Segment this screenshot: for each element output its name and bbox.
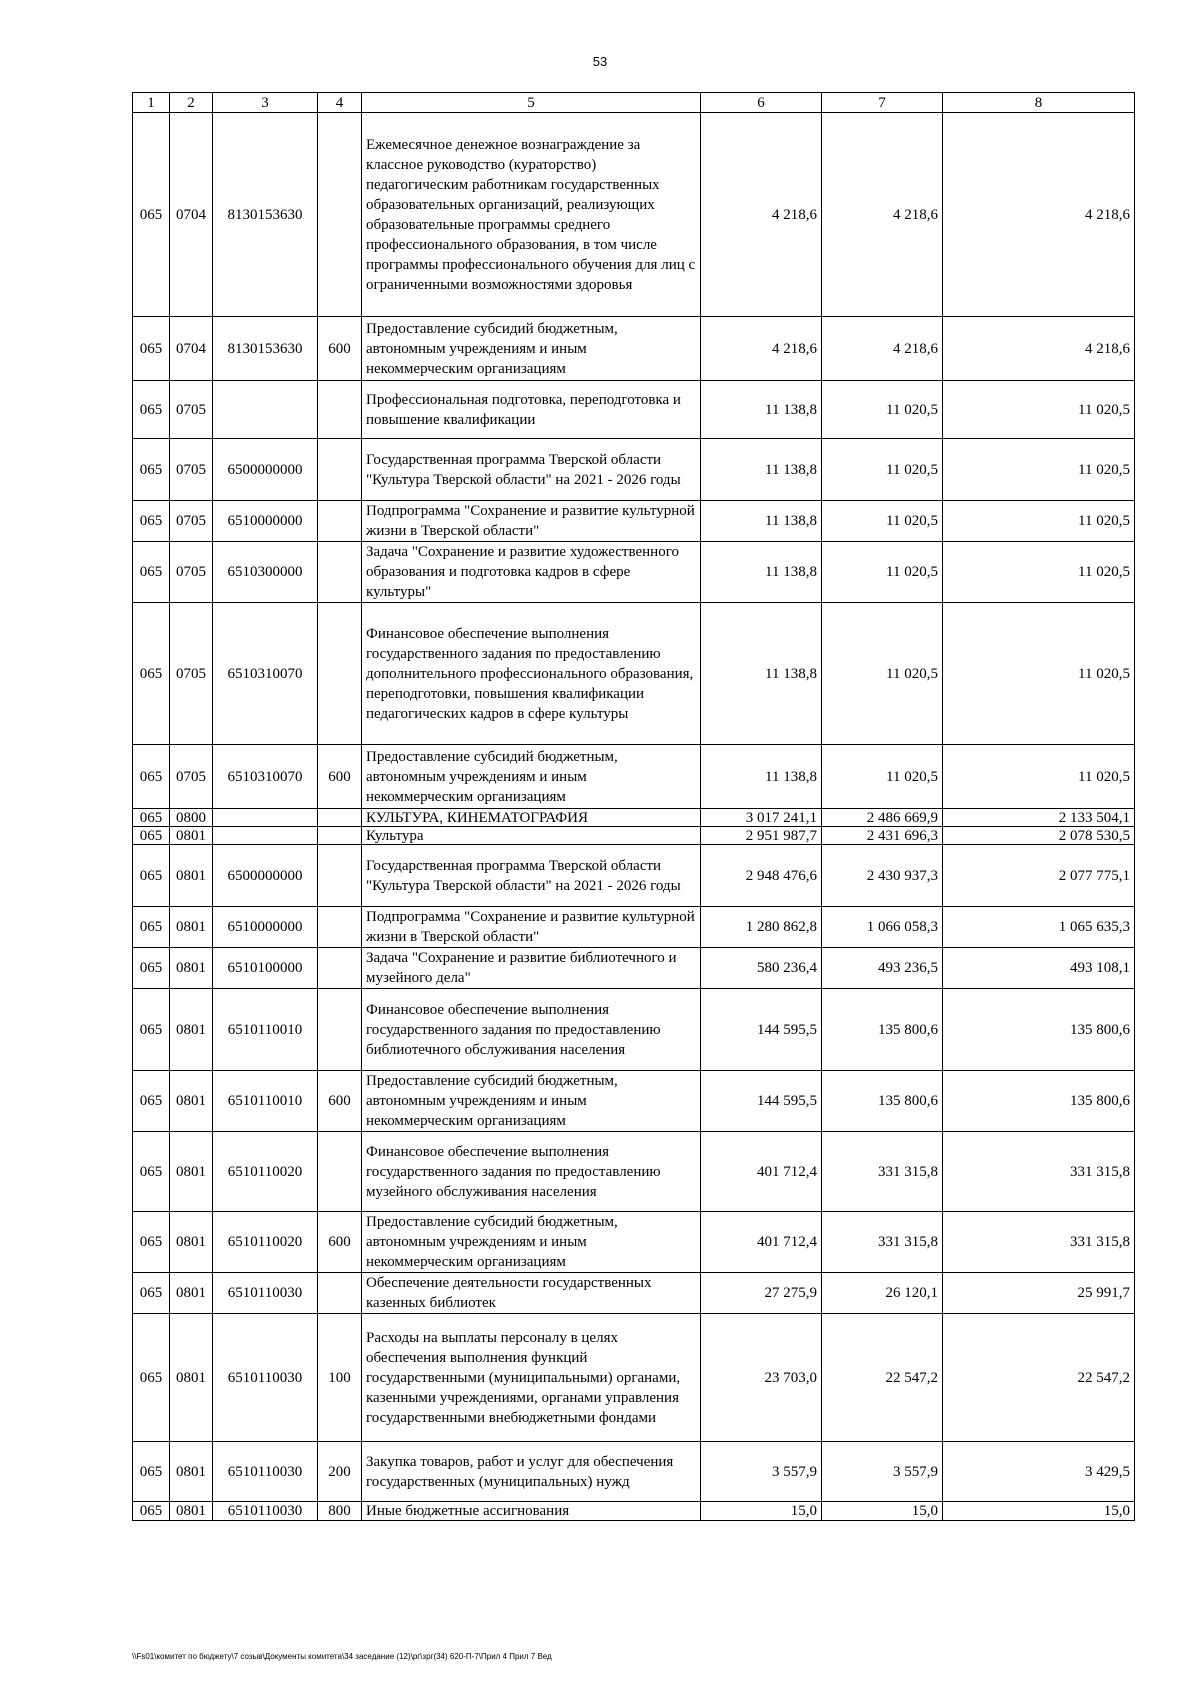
- cell-col-6: 401 712,4: [701, 1132, 822, 1212]
- cell-col-7: 11 020,5: [822, 542, 943, 603]
- cell-col-1: 065: [133, 845, 170, 907]
- cell-col-5: Культура: [362, 827, 701, 845]
- cell-col-1: 065: [133, 603, 170, 745]
- cell-col-3: 6510110030: [213, 1314, 318, 1442]
- cell-col-6: 2 948 476,6: [701, 845, 822, 907]
- cell-col-7: 11 020,5: [822, 381, 943, 439]
- cell-col-1: 065: [133, 1314, 170, 1442]
- cell-col-7: 26 120,1: [822, 1273, 943, 1314]
- cell-col-2: 0705: [170, 542, 213, 603]
- cell-col-1: 065: [133, 1273, 170, 1314]
- cell-col-8: 2 077 775,1: [943, 845, 1135, 907]
- page-number: 53: [592, 54, 608, 69]
- cell-col-5: Государственная программа Тверской области "Культура Тверской области" на 2021 - 2026 годы: [362, 439, 701, 501]
- cell-col-2: 0705: [170, 745, 213, 809]
- cell-col-8: 15,0: [943, 1502, 1135, 1521]
- cell-col-3: 6510000000: [213, 907, 318, 948]
- table-row: [133, 827, 1135, 845]
- cell-col-3: 6510300000: [213, 542, 318, 603]
- cell-col-7: 3 557,9: [822, 1442, 943, 1502]
- cell-col-6: 11 138,8: [701, 542, 822, 603]
- cell-col-8: 11 020,5: [943, 439, 1135, 501]
- cell-col-1: 065: [133, 317, 170, 381]
- cell-col-5: Профессиональная подготовка, переподготовка и повышение квалификации: [362, 381, 701, 439]
- cell-col-7: 331 315,8: [822, 1132, 943, 1212]
- cell-col-3: 6500000000: [213, 439, 318, 501]
- cell-col-8: 2 078 530,5: [943, 827, 1135, 845]
- cell-col-4: [318, 1273, 362, 1314]
- table-row: [133, 845, 1135, 907]
- cell-col-6: 144 595,5: [701, 989, 822, 1071]
- cell-col-1: 065: [133, 745, 170, 809]
- cell-col-3: 6510000000: [213, 501, 318, 542]
- cell-col-5: Финансовое обеспечение выполнения государственного задания по предоставлению дополнительного профессионального образования, переподготовки, повышения квалификации педагогических кадров в сфере культуры: [362, 603, 701, 745]
- cell-col-8: 25 991,7: [943, 1273, 1135, 1314]
- cell-col-2: 0801: [170, 1071, 213, 1132]
- cell-col-8: 11 020,5: [943, 501, 1135, 542]
- cell-col-3: 6510110020: [213, 1212, 318, 1273]
- budget-table: [132, 92, 1135, 1521]
- cell-col-3: 6510110030: [213, 1442, 318, 1502]
- cell-col-2: 0705: [170, 439, 213, 501]
- cell-col-2: 0704: [170, 317, 213, 381]
- cell-col-4: [318, 501, 362, 542]
- cell-col-3: 6510110020: [213, 1132, 318, 1212]
- cell-col-6: 4 218,6: [701, 317, 822, 381]
- cell-col-5: Финансовое обеспечение выполнения государственного задания по предоставлению музейного обслуживания населения: [362, 1132, 701, 1212]
- cell-col-8: 4 218,6: [943, 317, 1135, 381]
- cell-col-8: 493 108,1: [943, 948, 1135, 989]
- cell-col-7: 4 218,6: [822, 113, 943, 317]
- cell-col-8: 331 315,8: [943, 1212, 1135, 1273]
- cell-col-3: [213, 809, 318, 827]
- cell-col-4: [318, 1132, 362, 1212]
- cell-col-2: 0705: [170, 501, 213, 542]
- cell-col-5: Государственная программа Тверской области "Культура Тверской области" на 2021 - 2026 годы: [362, 845, 701, 907]
- cell-col-4: [318, 439, 362, 501]
- cell-col-2: 0801: [170, 1132, 213, 1212]
- table-row: [133, 948, 1135, 989]
- cell-col-1: 065: [133, 809, 170, 827]
- cell-col-7: 11 020,5: [822, 603, 943, 745]
- cell-col-5: Предоставление субсидий бюджетным, автономным учреждениям и иным некоммерческим организациям: [362, 317, 701, 381]
- cell-col-6: 11 138,8: [701, 439, 822, 501]
- cell-col-6: 144 595,5: [701, 1071, 822, 1132]
- cell-col-5: Подпрограмма "Сохранение и развитие культурной жизни в Тверской области": [362, 501, 701, 542]
- cell-col-7: 2 430 937,3: [822, 845, 943, 907]
- cell-col-2: 0705: [170, 381, 213, 439]
- cell-col-4: 600: [318, 317, 362, 381]
- cell-col-8: 135 800,6: [943, 989, 1135, 1071]
- table-row: [133, 542, 1135, 603]
- table-row: [133, 113, 1135, 317]
- table-row: [133, 381, 1135, 439]
- cell-col-7: 15,0: [822, 1502, 943, 1521]
- cell-col-8: 11 020,5: [943, 745, 1135, 809]
- column-header-4: 4: [318, 93, 362, 113]
- cell-col-4: 600: [318, 1212, 362, 1273]
- cell-col-4: [318, 845, 362, 907]
- cell-col-8: 3 429,5: [943, 1442, 1135, 1502]
- cell-col-4: 600: [318, 1071, 362, 1132]
- cell-col-6: 27 275,9: [701, 1273, 822, 1314]
- column-header-6: 6: [701, 93, 822, 113]
- cell-col-3: [213, 827, 318, 845]
- cell-col-6: 11 138,8: [701, 381, 822, 439]
- cell-col-6: 11 138,8: [701, 501, 822, 542]
- cell-col-3: 6510310070: [213, 603, 318, 745]
- cell-col-2: 0705: [170, 603, 213, 745]
- cell-col-8: 1 065 635,3: [943, 907, 1135, 948]
- cell-col-3: 6510110030: [213, 1273, 318, 1314]
- cell-col-8: 11 020,5: [943, 381, 1135, 439]
- header-row: [133, 93, 1135, 113]
- cell-col-1: 065: [133, 1502, 170, 1521]
- cell-col-2: 0801: [170, 907, 213, 948]
- cell-col-8: 4 218,6: [943, 113, 1135, 317]
- cell-col-1: 065: [133, 1212, 170, 1273]
- cell-col-7: 11 020,5: [822, 501, 943, 542]
- cell-col-6: 2 951 987,7: [701, 827, 822, 845]
- cell-col-6: 11 138,8: [701, 745, 822, 809]
- cell-col-6: 15,0: [701, 1502, 822, 1521]
- column-header-5: 5: [362, 93, 701, 113]
- cell-col-4: [318, 989, 362, 1071]
- cell-col-6: 23 703,0: [701, 1314, 822, 1442]
- column-header-7: 7: [822, 93, 943, 113]
- column-header-1: 1: [133, 93, 170, 113]
- cell-col-6: 3 017 241,1: [701, 809, 822, 827]
- cell-col-1: 065: [133, 501, 170, 542]
- cell-col-2: 0801: [170, 989, 213, 1071]
- cell-col-3: 6500000000: [213, 845, 318, 907]
- cell-col-1: 065: [133, 113, 170, 317]
- cell-col-7: 22 547,2: [822, 1314, 943, 1442]
- cell-col-4: [318, 603, 362, 745]
- cell-col-1: 065: [133, 989, 170, 1071]
- cell-col-2: 0801: [170, 1502, 213, 1521]
- cell-col-5: Задача "Сохранение и развитие художественного образования и подготовка кадров в сфере культуры": [362, 542, 701, 603]
- cell-col-5: Задача "Сохранение и развитие библиотечного и музейного дела": [362, 948, 701, 989]
- table-row: [133, 989, 1135, 1071]
- cell-col-7: 11 020,5: [822, 439, 943, 501]
- cell-col-3: 6510110010: [213, 989, 318, 1071]
- table-row: [133, 1442, 1135, 1502]
- cell-col-3: 6510100000: [213, 948, 318, 989]
- cell-col-2: 0801: [170, 1442, 213, 1502]
- cell-col-4: 600: [318, 745, 362, 809]
- cell-col-4: [318, 809, 362, 827]
- cell-col-3: [213, 381, 318, 439]
- cell-col-1: 065: [133, 907, 170, 948]
- cell-col-2: 0800: [170, 809, 213, 827]
- cell-col-5: Предоставление субсидий бюджетным, автономным учреждениям и иным некоммерческим организациям: [362, 1071, 701, 1132]
- cell-col-5: КУЛЬТУРА, КИНЕМАТОГРАФИЯ: [362, 809, 701, 827]
- cell-col-8: 22 547,2: [943, 1314, 1135, 1442]
- cell-col-7: 331 315,8: [822, 1212, 943, 1273]
- cell-col-7: 493 236,5: [822, 948, 943, 989]
- column-header-8: 8: [943, 93, 1135, 113]
- cell-col-7: 2 431 696,3: [822, 827, 943, 845]
- cell-col-4: 200: [318, 1442, 362, 1502]
- column-header-2: 2: [170, 93, 213, 113]
- table-row: [133, 1273, 1135, 1314]
- table-row: [133, 1314, 1135, 1442]
- cell-col-7: 4 218,6: [822, 317, 943, 381]
- cell-col-3: 6510110010: [213, 1071, 318, 1132]
- table-row: [133, 1071, 1135, 1132]
- table-row: [133, 1502, 1135, 1521]
- cell-col-4: [318, 381, 362, 439]
- cell-col-1: 065: [133, 1071, 170, 1132]
- cell-col-2: 0801: [170, 948, 213, 989]
- table-row: [133, 745, 1135, 809]
- cell-col-6: 4 218,6: [701, 113, 822, 317]
- column-header-3: 3: [213, 93, 318, 113]
- table-row: [133, 1132, 1135, 1212]
- cell-col-2: 0801: [170, 1314, 213, 1442]
- cell-col-7: 135 800,6: [822, 989, 943, 1071]
- cell-col-4: [318, 827, 362, 845]
- cell-col-4: [318, 542, 362, 603]
- cell-col-6: 580 236,4: [701, 948, 822, 989]
- cell-col-5: Предоставление субсидий бюджетным, автономным учреждениям и иным некоммерческим организациям: [362, 1212, 701, 1273]
- footer-file-path: \\Fs01\комитет по бюджету\7 созыв\Документы комитета\34 заседание (12)\рг\зрг(34) 620-П-7\Прил 4 Прил 7 Вед: [132, 1652, 552, 1661]
- table-row: [133, 1212, 1135, 1273]
- cell-col-3: 6510110030: [213, 1502, 318, 1521]
- cell-col-5: Предоставление субсидий бюджетным, автономным учреждениям и иным некоммерческим организациям: [362, 745, 701, 809]
- cell-col-8: 2 133 504,1: [943, 809, 1135, 827]
- cell-col-5: Ежемесячное денежное вознаграждение за классное руководство (кураторство) педагогическим работникам государственных образовательных организаций, реализующих образовательные программы среднего профессионального образования, в том числе программы профессионального обучения для лиц с ограниченными возможностями здоровья: [362, 113, 701, 317]
- table-row: [133, 317, 1135, 381]
- cell-col-8: 11 020,5: [943, 603, 1135, 745]
- cell-col-6: 1 280 862,8: [701, 907, 822, 948]
- cell-col-5: Подпрограмма "Сохранение и развитие культурной жизни в Тверской области": [362, 907, 701, 948]
- cell-col-2: 0704: [170, 113, 213, 317]
- cell-col-5: Иные бюджетные ассигнования: [362, 1502, 701, 1521]
- cell-col-8: 135 800,6: [943, 1071, 1135, 1132]
- cell-col-4: 800: [318, 1502, 362, 1521]
- cell-col-4: [318, 113, 362, 317]
- cell-col-7: 2 486 669,9: [822, 809, 943, 827]
- cell-col-3: 8130153630: [213, 317, 318, 381]
- cell-col-5: Расходы на выплаты персоналу в целях обеспечения выполнения функций государственными (муниципальными) органами, казенными учреждениями, органами управления государственными внебюджетными фондами: [362, 1314, 701, 1442]
- cell-col-4: [318, 948, 362, 989]
- cell-col-1: 065: [133, 827, 170, 845]
- cell-col-7: 135 800,6: [822, 1071, 943, 1132]
- table-row: [133, 809, 1135, 827]
- cell-col-2: 0801: [170, 827, 213, 845]
- cell-col-8: 331 315,8: [943, 1132, 1135, 1212]
- cell-col-5: Обеспечение деятельности государственных казенных библиотек: [362, 1273, 701, 1314]
- cell-col-4: [318, 907, 362, 948]
- table-body: [133, 113, 1135, 1521]
- cell-col-1: 065: [133, 1442, 170, 1502]
- cell-col-7: 1 066 058,3: [822, 907, 943, 948]
- cell-col-2: 0801: [170, 1273, 213, 1314]
- cell-col-6: 11 138,8: [701, 603, 822, 745]
- cell-col-5: Финансовое обеспечение выполнения государственного задания по предоставлению библиотечного обслуживания населения: [362, 989, 701, 1071]
- table-row: [133, 439, 1135, 501]
- cell-col-1: 065: [133, 439, 170, 501]
- cell-col-2: 0801: [170, 1212, 213, 1273]
- cell-col-1: 065: [133, 542, 170, 603]
- cell-col-1: 065: [133, 948, 170, 989]
- cell-col-6: 401 712,4: [701, 1212, 822, 1273]
- cell-col-8: 11 020,5: [943, 542, 1135, 603]
- table-row: [133, 501, 1135, 542]
- cell-col-2: 0801: [170, 845, 213, 907]
- cell-col-3: 6510310070: [213, 745, 318, 809]
- table-row: [133, 603, 1135, 745]
- cell-col-7: 11 020,5: [822, 745, 943, 809]
- cell-col-1: 065: [133, 381, 170, 439]
- table-row: [133, 907, 1135, 948]
- cell-col-1: 065: [133, 1132, 170, 1212]
- cell-col-5: Закупка товаров, работ и услуг для обеспечения государственных (муниципальных) нужд: [362, 1442, 701, 1502]
- cell-col-4: 100: [318, 1314, 362, 1442]
- cell-col-3: 8130153630: [213, 113, 318, 317]
- cell-col-6: 3 557,9: [701, 1442, 822, 1502]
